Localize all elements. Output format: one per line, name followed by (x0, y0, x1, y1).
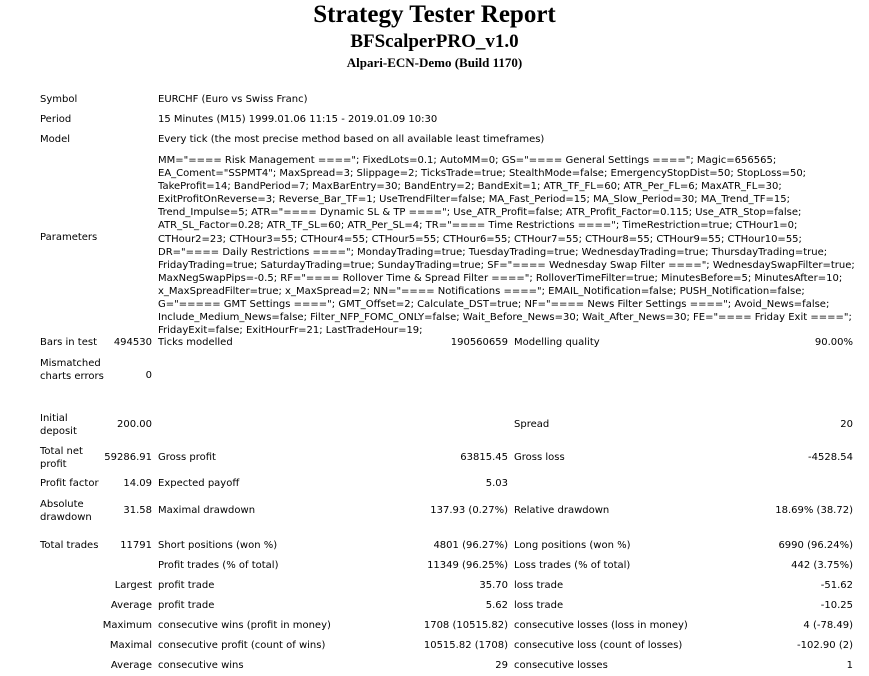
reldd-label: Relative drawdown (514, 505, 610, 516)
pf-label: Profit factor (40, 478, 99, 489)
average-loss-label: loss trade (514, 600, 564, 611)
max-losses-value: 4 (-78.49) (803, 620, 853, 631)
mismatch-label: Mismatched charts errors (40, 358, 104, 382)
largest-profit-value: 35.70 (479, 580, 508, 591)
ticks-label: Ticks modelled (158, 337, 233, 348)
period-label: Period (40, 114, 72, 125)
average-profit-label: profit trade (158, 600, 215, 611)
maximal-loss-label: consecutive loss (count of losses) (514, 640, 683, 651)
model-value: Every tick (the most precise method based on all available least timeframes) (158, 134, 545, 145)
average2-label: Average (110, 660, 152, 671)
avg-losses-label: consecutive losses (514, 660, 608, 671)
expert-name: BFScalperPRO_v1.0 (350, 31, 519, 52)
max-wins-value: 1708 (10515.82) (423, 620, 508, 631)
maximal-label: Maximal (109, 640, 152, 651)
pf-value: 14.09 (123, 478, 152, 489)
losstrades-label: Loss trades (% of total) (514, 560, 631, 571)
largest-profit-label: profit trade (158, 580, 215, 591)
maximum-label: Maximum (102, 620, 152, 631)
trades-label: Total trades (40, 540, 99, 551)
largest-label: Largest (114, 580, 152, 591)
report-title: Strategy Tester Report (313, 1, 556, 28)
bars-label: Bars in test (40, 337, 97, 348)
trades-value: 11791 (120, 540, 152, 551)
avg-losses-value: 1 (846, 660, 853, 671)
spread-value: 20 (840, 419, 853, 430)
average-profit-value: 5.62 (485, 600, 508, 611)
avg-wins-label: consecutive wins (158, 660, 244, 671)
largest-loss-value: -51.62 (820, 580, 853, 591)
profittrades-label: Profit trades (% of total) (158, 560, 279, 571)
profittrades-value: 11349 (96.25%) (427, 560, 508, 571)
absdd-label: Absolute drawdown (40, 499, 92, 523)
losstrades-value: 442 (3.75%) (791, 560, 853, 571)
short-value: 4801 (96.27%) (433, 540, 508, 551)
payoff-label: Expected payoff (158, 478, 240, 489)
absdd-value: 31.58 (123, 505, 152, 516)
netprofit-label: Total net profit (40, 446, 83, 470)
max-losses-label: consecutive losses (loss in money) (514, 620, 688, 631)
ticks-value: 190560659 (450, 337, 508, 348)
spread-label: Spread (514, 419, 550, 430)
grossprofit-value: 63815.45 (460, 452, 508, 463)
grossloss-label: Gross loss (514, 452, 565, 463)
netprofit-value: 59286.91 (104, 452, 152, 463)
symbol-value: EURCHF (Euro vs Swiss Franc) (158, 94, 308, 105)
period-value: 15 Minutes (M15) 1999.01.06 11:15 - 2019.01.09 10:30 (158, 114, 438, 125)
short-label: Short positions (won %) (158, 540, 278, 551)
avg-wins-value: 29 (495, 660, 508, 671)
maximal-profit-value: 10515.82 (1708) (423, 640, 508, 651)
symbol-label: Symbol (40, 94, 78, 105)
long-label: Long positions (won %) (514, 540, 631, 551)
maxdd-value: 137.93 (0.27%) (430, 505, 508, 516)
largest-loss-label: loss trade (514, 580, 564, 591)
maximal-loss-value: -102.90 (2) (797, 640, 853, 651)
average-label: Average (110, 600, 152, 611)
maximal-profit-label: consecutive profit (count of wins) (158, 640, 326, 651)
parameters-label: Parameters (40, 232, 98, 243)
server-build: Alpari-ECN-Demo (Build 1170) (346, 55, 523, 70)
quality-label: Modelling quality (514, 337, 600, 348)
quality-value: 90.00% (814, 337, 853, 348)
deposit-value: 200.00 (117, 419, 152, 430)
reldd-value: 18.69% (38.72) (775, 505, 853, 516)
max-wins-label: consecutive wins (profit in money) (158, 620, 331, 631)
deposit-label: Initial deposit (40, 413, 77, 437)
average-loss-value: -10.25 (820, 600, 853, 611)
grossprofit-label: Gross profit (158, 452, 216, 463)
long-value: 6990 (96.24%) (778, 540, 853, 551)
grossloss-value: -4528.54 (808, 452, 853, 463)
model-label: Model (40, 134, 71, 145)
bars-value: 494530 (113, 337, 152, 348)
maxdd-label: Maximal drawdown (158, 505, 256, 516)
parameters-value: MM="==== Risk Management ===="; FixedLots=0.1; AutoMM=0; GS="==== General Settings ===="; Magic=656565; EA_Coment="SSPMT4"; MaxSpread=3; Slippage=2; TicksTrade=true; StealthMode=false; EmergencyStopDist=50; StopLoss=50; TakeProfit=14; BandPeriod=7; MaxBarEntry=30; BandEntry=2; BandExit=1; ATR_TF_FL=60; ATR_Per_FL=6; MaxATR_FL=30; ExitProfitOnReverse=3; Reverse_Bar_TF=1; UseTrendFilter=false; MA_Fast_Period=15; MA_Slow_Period=30; MA_Trend_TF=15; Trend_Impulse=5; ATR="==== Dynamic SL & TP ===="; Use_ATR_Profit=false; ATR_Profit_Factor=0.115; Use_ATR_Stop=false; ATR_SL_Factor=0.28; ATR_TF_SL=60; ATR_Per_SL=4; TR="==== Time Restrictions ===="; TimeRestriction=true; CTHour1=0; CTHour2=23; CTHour3=55; CTHour4=55; CTHour5=55; CTHour6=55; CTHour7=55; CTHour8=55; CTHour9=55; CTHour10=55; DR="==== Daily Restrictions ===="; MondayTrading=true; TuesdayTrading=true; WednesdayTrading=true; ThursdayTrading=true; FridayTrading=true; SaturdayTrading=true; SundayTrading=true; SF="==== Wednesday Swap Filter ===="; WednesdaySwapFilter=true; MaxNegSwapPips=-0.5; RF="==== Rollover Time & Spread Filter ===="; RolloverTimeFilter=true; MinutesBefore=5; MinutesAfter=10; x_MaxSpreadFilter=true; x_MaxSpread=2; NN="==== Notifications ===="; EMAIL_Notification=false; PUSH_Notification=false; G="===== GMT Settings ===="; GMT_Offset=2; Calculate_DST=true; NF="==== News Filter Settings ===="; Avoid_News=false; Include_Medium_News=false; Filter_NFP_FOMC_ONLY=false; Wait_Before_News=30; Wait_After_News=30; FE="==== Friday Exit ===="; FridayExit=false; ExitHourFr=21; LastTradeHour=19; (158, 155, 855, 337)
mismatch-value: 0 (145, 370, 152, 381)
payoff-value: 5.03 (485, 478, 508, 489)
